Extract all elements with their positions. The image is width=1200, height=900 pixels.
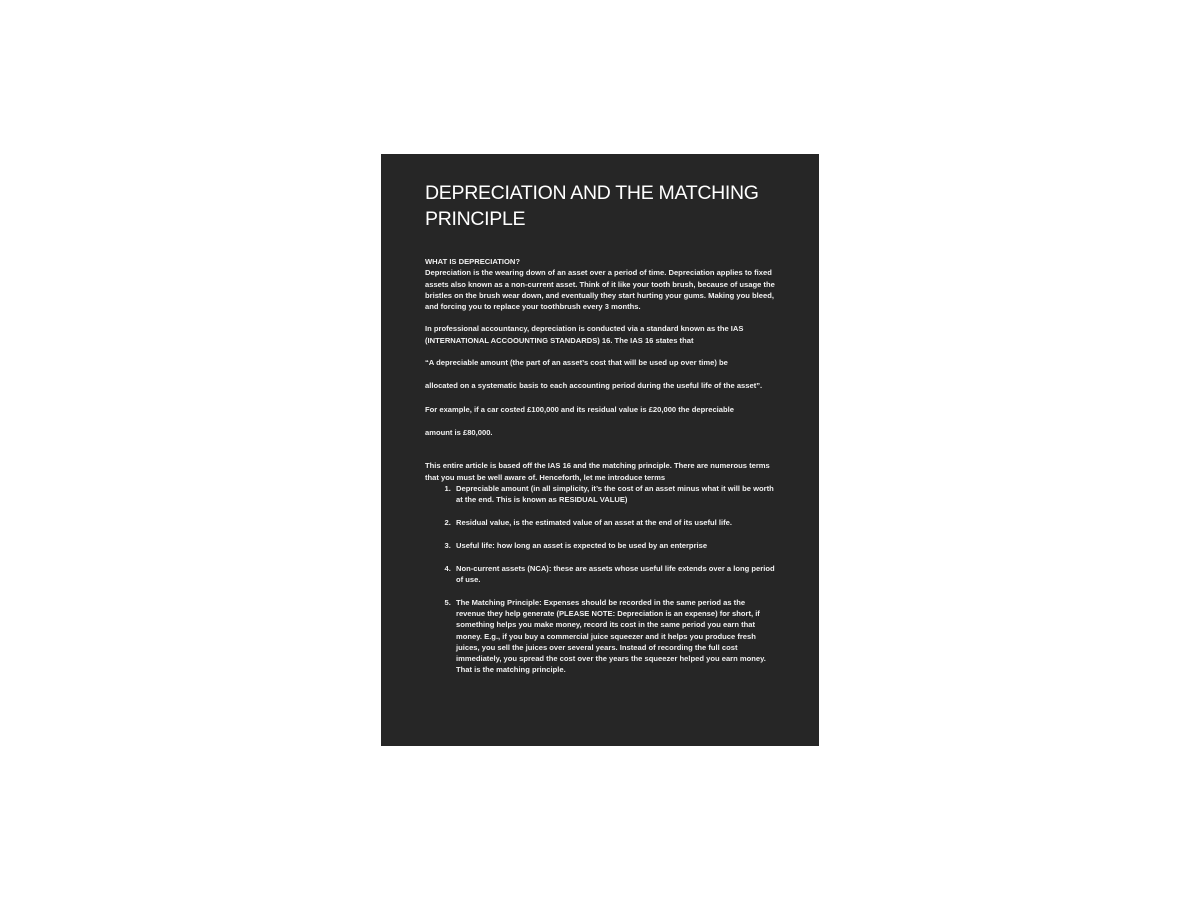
ias-quote-line-1: “A depreciable amount (the part of an asset’s cost that will be used up over time) be — [425, 358, 728, 368]
matching-principle-text: The Matching Principle: Expenses should be recorded in the same period as the revenue they help generate — [456, 597, 746, 618]
terms-intro-paragraph: This entire article is based off the IAS 16 and the matching principle. There are numerous terms that you must be well aware of. Henceforth, let me introduce terms — [425, 461, 770, 482]
section-heading: WHAT IS DEPRECIATION? — [425, 257, 521, 266]
ias-quote-line-2: allocated on a systematic basis to each accounting period during the useful life of the asset”. — [425, 381, 763, 391]
matching-principle-explanation: for short, if something helps you make money, record its cost in the same period you earn that money. E.g., if you buy a commercial juice squeezer and it helps you produce fresh juices, you sell the juices over several years. Instead of recording the full cost immediately, you spread the cost over the years the squeezer helped you earn money. That is the matching principle. — [456, 608, 766, 675]
depreciation-definition-paragraph: Depreciation is the wearing down of an asset over a period of time. Depreciation applies to fixed assets also known as a non-current asset. Think of it like your tooth brush, because of usage the bristles on the brush wear down, and eventually they start hurting your gums. Making you bleed, and forcing you to replace your toothbrush every 3 months. — [425, 268, 775, 312]
document-page — [381, 154, 819, 746]
list-item: 4. Non-current assets (NCA): these are assets whose useful life extends over a long period of use. — [453, 563, 775, 586]
expense-note: (PLEASE NOTE: Depreciation is an expense) — [556, 608, 718, 618]
list-item — [453, 597, 775, 676]
list-item: 3. Useful life: how long an asset is expected to be used by an enterprise — [453, 540, 775, 551]
example-line-1: For example, if a car costed £100,000 and its residual value is £20,000 the depreciable — [425, 404, 734, 414]
terms-list — [425, 483, 775, 676]
list-item: 1. Depreciable amount (in all simplicity, it’s the cost of an asset minus what it will be worth at the end. This is known as RESIDUAL VALUE) — [453, 483, 775, 506]
list-item: 2. Residual value, is the estimated value of an asset at the end of its useful life. — [453, 517, 775, 528]
example-line-2: amount is £80,000. — [425, 427, 493, 437]
document-title: DEPRECIATION AND THE MATCHING PRINCIPLE — [425, 182, 759, 230]
ias-paragraph: In professional accountancy, depreciation is conducted via a standard known as the IAS (INTERNATIONAL ACCOOUNTING STANDARDS) 16. The IAS 16 states that — [425, 324, 744, 345]
document-body — [425, 256, 775, 676]
